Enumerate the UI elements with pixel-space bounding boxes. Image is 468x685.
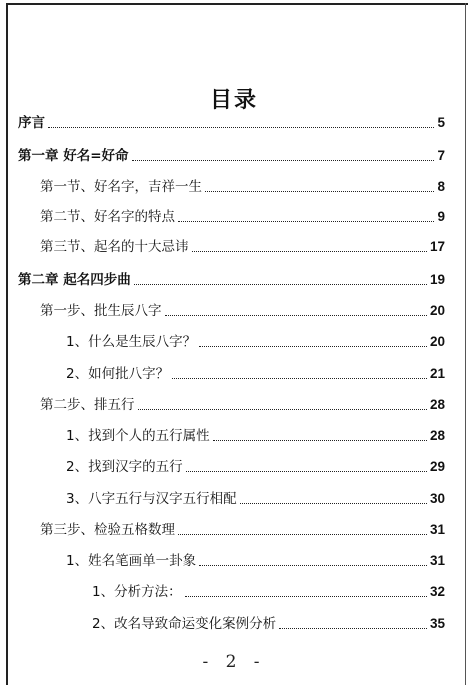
toc-entry-step-1-item-1[interactable] bbox=[66, 333, 445, 351]
dot-leader bbox=[132, 160, 435, 161]
dot-leader bbox=[199, 346, 427, 347]
toc-entry-label: 2、找到汉字的五行 bbox=[66, 459, 183, 475]
toc-entry-section-1-1[interactable] bbox=[40, 178, 445, 196]
toc-entry-label: 1、找到个人的五行属性 bbox=[66, 428, 210, 444]
toc-entry-page: 19 bbox=[429, 272, 445, 287]
toc-entry-label: 3、八字五行与汉字五行相配 bbox=[66, 491, 237, 507]
toc-entry-page: 5 bbox=[437, 115, 445, 130]
toc-entry-label: 序言 bbox=[18, 115, 45, 131]
dot-leader bbox=[138, 409, 427, 410]
toc-entry-label: 第二步、排五行 bbox=[40, 397, 135, 413]
dot-leader bbox=[185, 596, 427, 597]
toc-entry-page: 7 bbox=[437, 148, 445, 163]
toc-entry-preface[interactable] bbox=[18, 114, 445, 132]
dot-leader bbox=[279, 628, 427, 629]
toc-entry-step-1[interactable] bbox=[40, 302, 445, 320]
toc-entry-page: 8 bbox=[437, 179, 445, 194]
toc-entry-page: 20 bbox=[429, 334, 445, 349]
toc-entry-page: 28 bbox=[429, 428, 445, 443]
toc-entry-page: 17 bbox=[429, 239, 445, 254]
toc-entry-page: 28 bbox=[429, 397, 445, 412]
toc-entry-label: 1、分析方法： bbox=[92, 584, 182, 600]
toc-entry-page: 21 bbox=[429, 366, 445, 381]
toc-entry-page: 20 bbox=[429, 303, 445, 318]
toc-entry-label: 2、如何批八字？ bbox=[66, 366, 170, 382]
page-top-edge bbox=[6, 3, 468, 5]
toc-entry-page: 32 bbox=[429, 584, 445, 599]
toc-entry-label: 第三步、检验五格数理 bbox=[40, 522, 175, 538]
toc-entry-label: 第二节、好名字的特点 bbox=[40, 209, 175, 225]
toc-entry-step-3[interactable] bbox=[40, 521, 445, 539]
toc-entry-step-2-item-2[interactable] bbox=[66, 458, 445, 476]
toc-entry-page: 31 bbox=[429, 522, 445, 537]
toc-entry-page: 9 bbox=[437, 209, 445, 224]
toc-entry-section-1-2[interactable] bbox=[40, 208, 445, 226]
toc-entry-step-2-item-1[interactable] bbox=[66, 427, 445, 445]
toc-entry-chapter-1[interactable] bbox=[18, 147, 445, 165]
dot-leader bbox=[165, 315, 427, 316]
dot-leader bbox=[48, 127, 434, 128]
toc-title: 目录 bbox=[209, 88, 258, 113]
dot-leader bbox=[186, 471, 427, 472]
toc-entry-chapter-2[interactable] bbox=[18, 271, 445, 289]
toc-entry-step-3-subitem-1[interactable] bbox=[92, 583, 445, 601]
toc-entry-step-3-subitem-2[interactable] bbox=[92, 615, 445, 633]
toc-entry-step-2-item-3[interactable] bbox=[66, 490, 445, 508]
dot-leader bbox=[178, 534, 427, 535]
toc-entry-step-3-item-1[interactable] bbox=[66, 552, 445, 570]
toc-entry-label: 1、什么是生辰八字？ bbox=[66, 334, 197, 350]
toc-entry-page: 30 bbox=[429, 491, 445, 506]
dot-leader bbox=[178, 221, 434, 222]
dot-leader bbox=[172, 378, 427, 379]
toc-entry-label: 第一节、好名字，吉祥一生 bbox=[40, 179, 202, 195]
dot-leader bbox=[205, 191, 434, 192]
toc-entry-page: 29 bbox=[429, 459, 445, 474]
toc-entry-step-1-item-2[interactable] bbox=[66, 365, 445, 383]
toc-entry-page: 35 bbox=[429, 616, 445, 631]
toc-entry-label: 第一步、批生辰八字 bbox=[40, 303, 162, 319]
toc-entry-page: 31 bbox=[429, 553, 445, 568]
toc-entry-label: 1、姓名笔画单一卦象 bbox=[66, 553, 197, 569]
toc-entry-label: 第三节、起名的十大忌讳 bbox=[40, 239, 189, 255]
toc-entry-step-2[interactable] bbox=[40, 396, 445, 414]
dot-leader bbox=[192, 251, 427, 252]
toc-entry-label: 第一章 好名=好命 bbox=[18, 148, 129, 164]
dot-leader bbox=[134, 284, 427, 285]
dot-leader bbox=[240, 503, 427, 504]
page-number: - 2 - bbox=[202, 652, 266, 672]
dot-leader bbox=[213, 440, 427, 441]
toc-entry-label: 第二章 起名四步曲 bbox=[18, 272, 131, 288]
toc-entry-section-1-3[interactable] bbox=[40, 238, 445, 256]
toc-entry-label: 2、改名导致命运变化案例分析 bbox=[92, 616, 277, 632]
dot-leader bbox=[199, 565, 427, 566]
